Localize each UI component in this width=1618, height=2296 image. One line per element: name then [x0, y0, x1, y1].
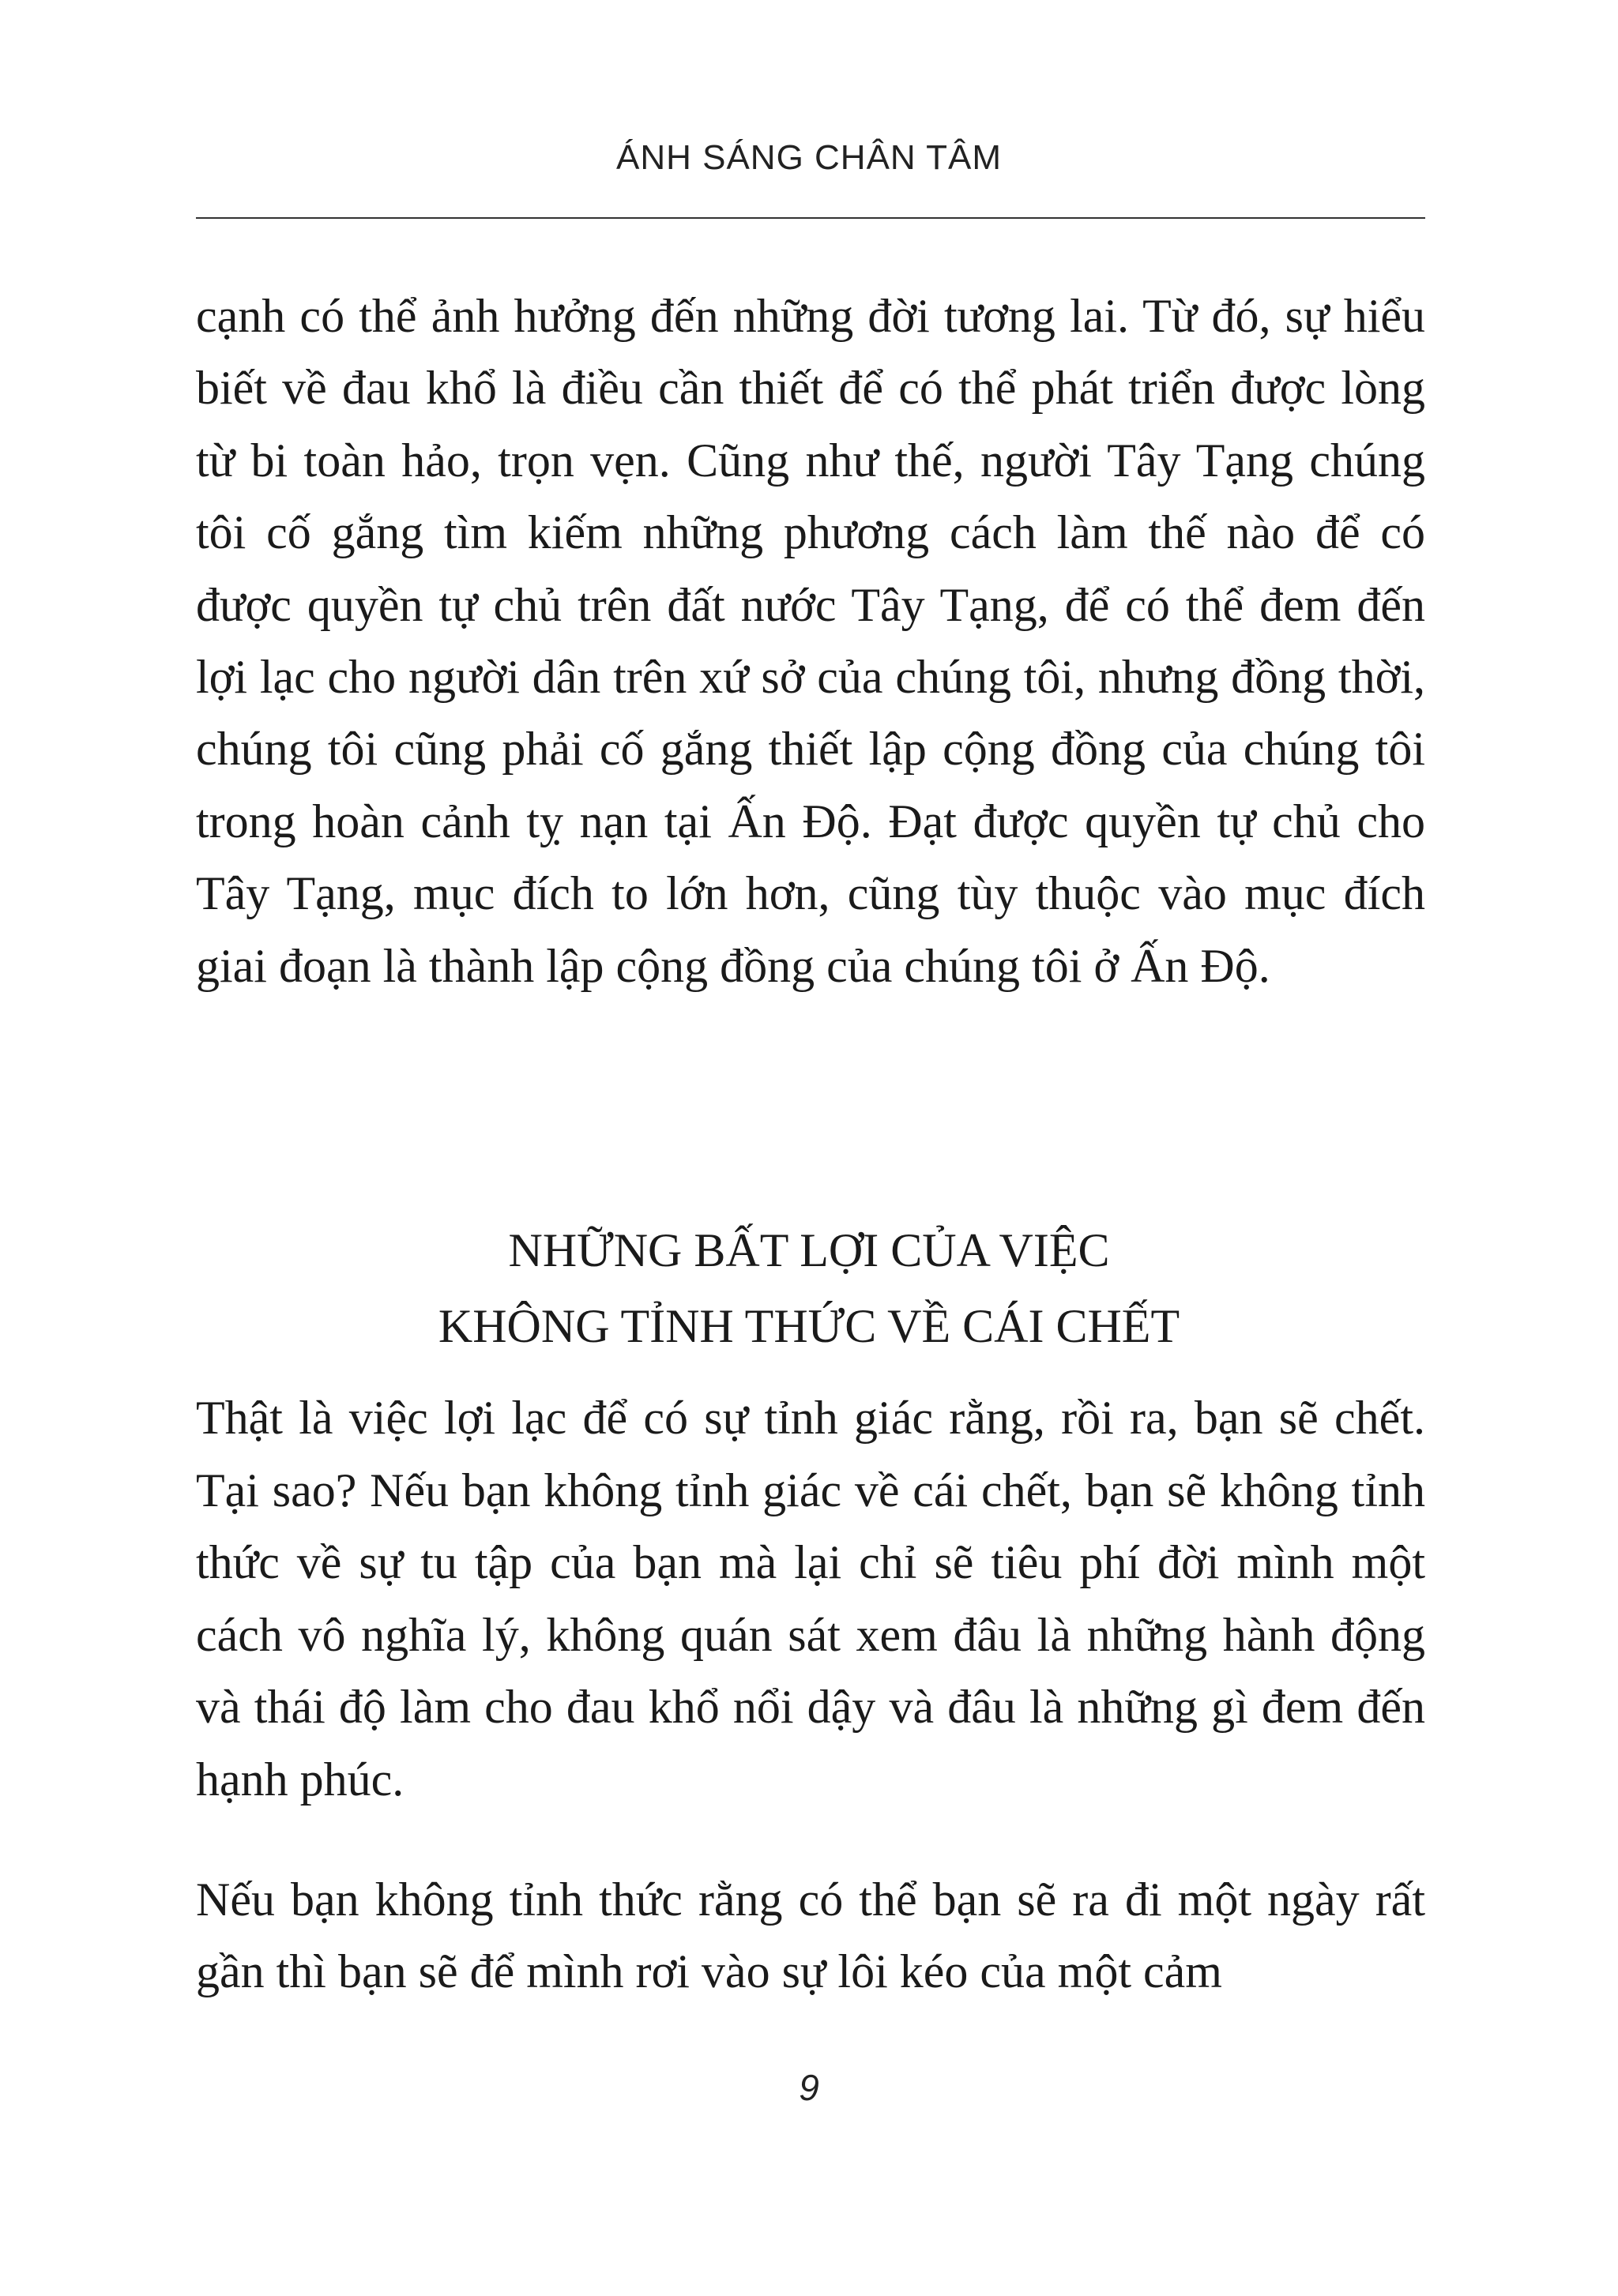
paragraph-text: Thật là việc lợi lạc để có sự tỉnh giác rằng, rồi ra, bạn sẽ chết. Tại sao? Nếu bạn không tỉnh giác về cái chết, bạn sẽ không tỉnh thức về sự tu tập của bạn mà lại chỉ sẽ tiêu phí đời mình một cách vô nghĩa lý, không quán sát xem đâu là những hành động và thái độ làm cho đau khổ nổi dậy và đâu là những gì đem đến hạnh phúc.	[196, 1392, 1425, 1806]
page-number: 9	[799, 2067, 819, 2108]
section-heading	[0, 1212, 1618, 1364]
section-heading-line-1: NHỮNG BẤT LỢI CỦA VIỆC	[508, 1224, 1110, 1276]
paragraph	[196, 1864, 1425, 2008]
paragraph-continuation	[196, 280, 1425, 1002]
paragraph-text: cạnh có thể ảnh hưởng đến những đời tương lai. Từ đó, sự hiểu biết về đau khổ là điều cần thiết để có thể phát triển được lòng từ bi toàn hảo, trọn vẹn. Cũng như thế, người Tây Tạng chúng tôi cố gắng tìm kiếm những phương cách làm thế nào để có được quyền tự chủ trên đất nước Tây Tạng, để có thể đem đến lợi lạc cho người dân trên xứ sở của chúng tôi, nhưng đồng thời, chúng tôi cũng phải cố gắng thiết lập cộng đồng của chúng tôi trong hoàn cảnh tỵ nạn tại Ấn Độ. Đạt được quyền tự chủ cho Tây Tạng, mục đích to lớn hơn, cũng tùy thuộc vào mục đích giai đoạn là thành lập cộng đồng của chúng tôi ở Ấn Độ.	[196, 290, 1425, 992]
paragraph-text: Nếu bạn không tỉnh thức rằng có thể bạn sẽ ra đi một ngày rất gần thì bạn sẽ để mình rơi vào sự lôi kéo của một cảm	[196, 1873, 1425, 1997]
section-heading-line-2: KHÔNG TỈNH THỨC VỀ CÁI CHẾT	[438, 1300, 1180, 1352]
header-divider	[196, 217, 1425, 219]
paragraph	[196, 1382, 1425, 1817]
running-header-title: ÁNH SÁNG CHÂN TÂM	[615, 138, 1003, 177]
